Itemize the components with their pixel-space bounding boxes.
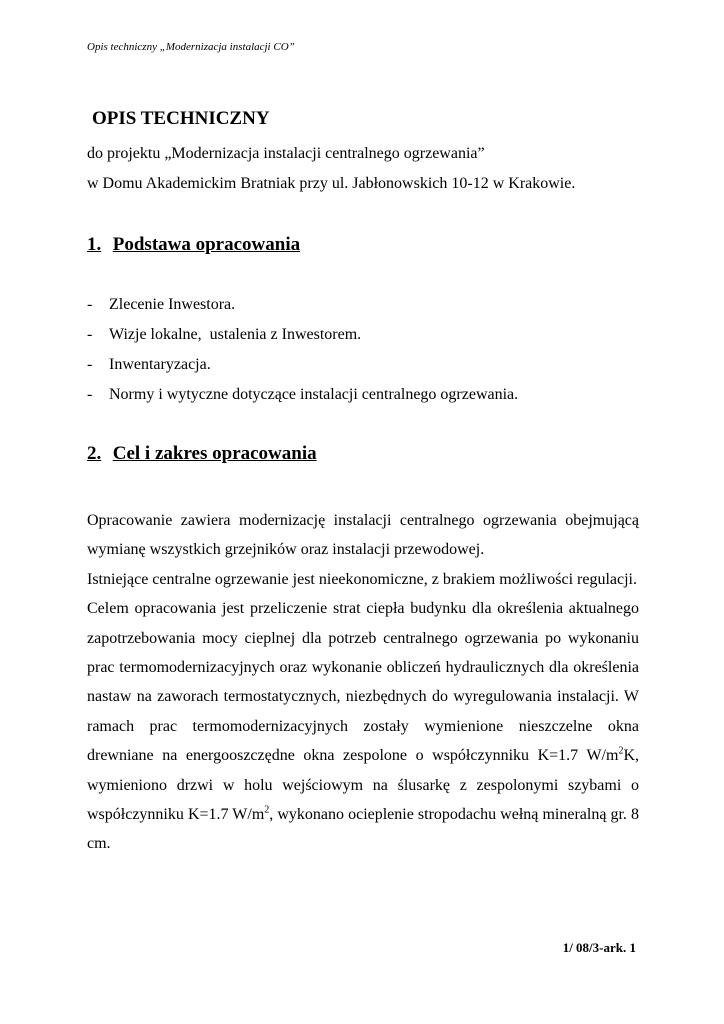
section-1-title: Podstawa opracowania xyxy=(112,234,301,255)
goal-text-part-3: , wykonano ocieplenie stropodachu wełną mineralną gr. 8 cm. xyxy=(87,806,640,853)
list-item-text: Wizje lokalne, ustalenia z Inwestorem. xyxy=(109,326,362,343)
subtitle-line-1: do projektu „Modernizacja instalacji centralnego ogrzewania” xyxy=(87,145,485,162)
list-marker: - xyxy=(87,356,93,373)
paragraph-existing-heating: Istniejące centralne ogrzewanie jest nieekonomiczne, z brakiem możliwości regulacji. xyxy=(87,570,637,588)
superscript-exponent: 2 xyxy=(264,804,270,816)
list-item xyxy=(87,355,518,385)
list-item-text: Normy i wytyczne dotyczące instalacji centralnego ogrzewania. xyxy=(109,386,519,403)
basis-list xyxy=(87,295,518,415)
list-marker: - xyxy=(87,296,93,313)
goal-text-part-2: K, wymieniono drzwi w holu wejściowym na ślusarkę z zespolonymi szybami o współczynniku K=1.7 W/m xyxy=(87,747,639,824)
list-marker: - xyxy=(87,386,93,403)
section-2-title: Cel i zakres opracowania xyxy=(112,443,317,464)
section-2-heading xyxy=(87,443,317,465)
superscript-exponent: 2 xyxy=(618,745,624,757)
document-title: OPIS TECHNICZNY xyxy=(92,108,270,129)
list-item xyxy=(87,385,518,415)
paragraph-scope: Opracowanie zawiera modernizację instalacji centralnego ogrzewania obejmującą wymianę wszystkich grzejników oraz instalacji przewodowej. xyxy=(87,512,639,559)
paragraph-goal xyxy=(87,594,639,859)
list-marker: - xyxy=(87,326,93,343)
running-header: Opis techniczny „Modernizacja instalacji CO” xyxy=(87,41,295,53)
subtitle-line-2: w Domu Akademickim Bratniak przy ul. Jabłonowskich 10-12 w Krakowie. xyxy=(87,175,576,192)
section-1-number: 1. xyxy=(87,234,102,255)
list-item-text: Zlecenie Inwestora. xyxy=(109,296,236,313)
section-2-number: 2. xyxy=(87,443,102,464)
page-number: 1/ 08/3-ark. 1 xyxy=(562,940,636,955)
goal-text-part-1: Celem opracowania jest przeliczenie strat ciepła budynku dla określenia aktualnego zapotrzebowania mocy cieplnej dla potrzeb centralnego ogrzewania po wykonaniu prac termomodernizacyjnych oraz wykonanie obliczeń hydraulicznych dla określenia nastaw na zaworach termostatycznych, niezbędnych do wyregulowania instalacji. W ramach prac termomodernizacyjnych zostały wymienione nieszczelne okna drewniane na energooszczędne okna zespolone o współczynniku K=1.7 W/m xyxy=(87,600,639,765)
section-2-body xyxy=(87,506,639,859)
list-item-text: Inwentaryzacja. xyxy=(109,356,211,373)
list-item xyxy=(87,295,518,325)
list-item xyxy=(87,325,518,355)
section-1-heading xyxy=(87,234,300,256)
